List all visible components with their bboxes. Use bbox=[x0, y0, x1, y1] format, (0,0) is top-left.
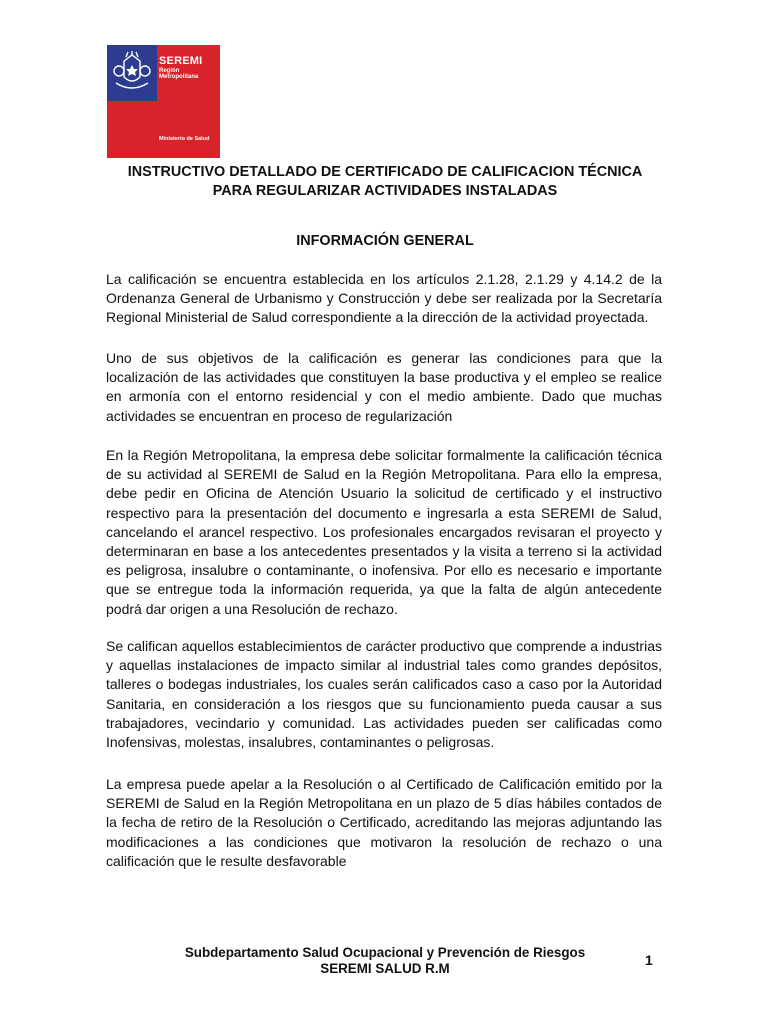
footer-line-2: SEREMI SALUD R.M bbox=[320, 961, 450, 976]
logo-seremi-text: SEREMI bbox=[159, 55, 203, 67]
page-number: 1 bbox=[645, 952, 653, 968]
seremi-logo bbox=[107, 45, 220, 158]
title-line-2: PARA REGULARIZAR ACTIVIDADES INSTALADAS bbox=[212, 183, 558, 199]
document-title bbox=[100, 163, 670, 201]
paragraph: Uno de sus objetivos de la calificación es generar las condiciones para que la localización de las actividades que constituyen la base productiva y el empleo se realice en armonía con el entorno residencial y con el medio ambiente. Dado que muchas actividades se encuentran en proceso de regularización bbox=[106, 350, 662, 424]
logo-text-panel bbox=[157, 45, 220, 158]
logo-blue-block bbox=[107, 45, 157, 101]
logo-ministerio-text: Ministerio de Salud bbox=[159, 136, 210, 142]
logo-red-block bbox=[107, 101, 157, 158]
logo-region-text: Región Metropolitana bbox=[159, 68, 199, 80]
paragraph: La empresa puede apelar a la Resolución o al Certificado de Calificación emitido por la SEREMI de Salud en la Región Metropolitana en un plazo de 5 días hábiles contados de la fecha de retiro de la Resolución o Certificado, acreditando las mejoras adjuntando las modificaciones a las condiciones que motivaron la resolución de rechazo o una calificación que le resulte desfavorable bbox=[106, 776, 662, 869]
paragraph: En la Región Metropolitana, la empresa debe solicitar formalmente la calificación técnica de su actividad al SEREMI de Salud en la Región Metropolitana. Para ello la empresa, debe pedir en Oficina de Atención Usuario la solicitud de certificado y el instructivo respectivo para la presentación del documento e ingresarla a esta SEREMI de Salud, cancelando el arancel respectivo. Los profesionales encargados revisaran el proyecto y determinaran en base a los antecedentes presentados y la visita a terreno si la actividad es peligrosa, insalubre o contaminante, o inofensiva. Por ello es necesario e importante que se entregue toda la información requerida, ya que la falta de algún antecedente podrá dar origen a una Resolución de rechazo. bbox=[106, 447, 662, 617]
footer-line-1: Subdepartamento Salud Ocupacional y Prevención de Riesgos bbox=[184, 945, 586, 960]
paragraph: Se califican aquellos establecimientos de carácter productivo que comprende a industrias y aquellas instalaciones de impacto similar al industrial tales como grandes depósitos, talleres o bodegas industriales, los cuales serán calificados caso a caso por la Autoridad Sanitaria, en consideración a los riesgos que su funcionamiento pueda causar a sus trabajadores, vecindario y comunidad. Las actividades pueden ser calificadas como Inofensivas, molestas, insalubres, contaminantes o peligrosas. bbox=[106, 638, 662, 751]
logo-flag bbox=[107, 45, 157, 158]
coat-of-arms-icon bbox=[110, 51, 154, 97]
title-line-1: INSTRUCTIVO DETALLADO DE CERTIFICADO DE CALIFICACION TÉCNICA bbox=[127, 164, 643, 180]
page-footer bbox=[100, 945, 670, 977]
section-heading: INFORMACIÓN GENERAL bbox=[296, 233, 474, 249]
paragraph: La calificación se encuentra establecida en los artículos 2.1.28, 2.1.29 y 4.14.2 de la Ordenanza General de Urbanismo y Construcción y debe ser realizada por la Secretaría Regional Ministerial de Salud correspondiente a la dirección de la actividad proyectada. bbox=[106, 271, 662, 326]
